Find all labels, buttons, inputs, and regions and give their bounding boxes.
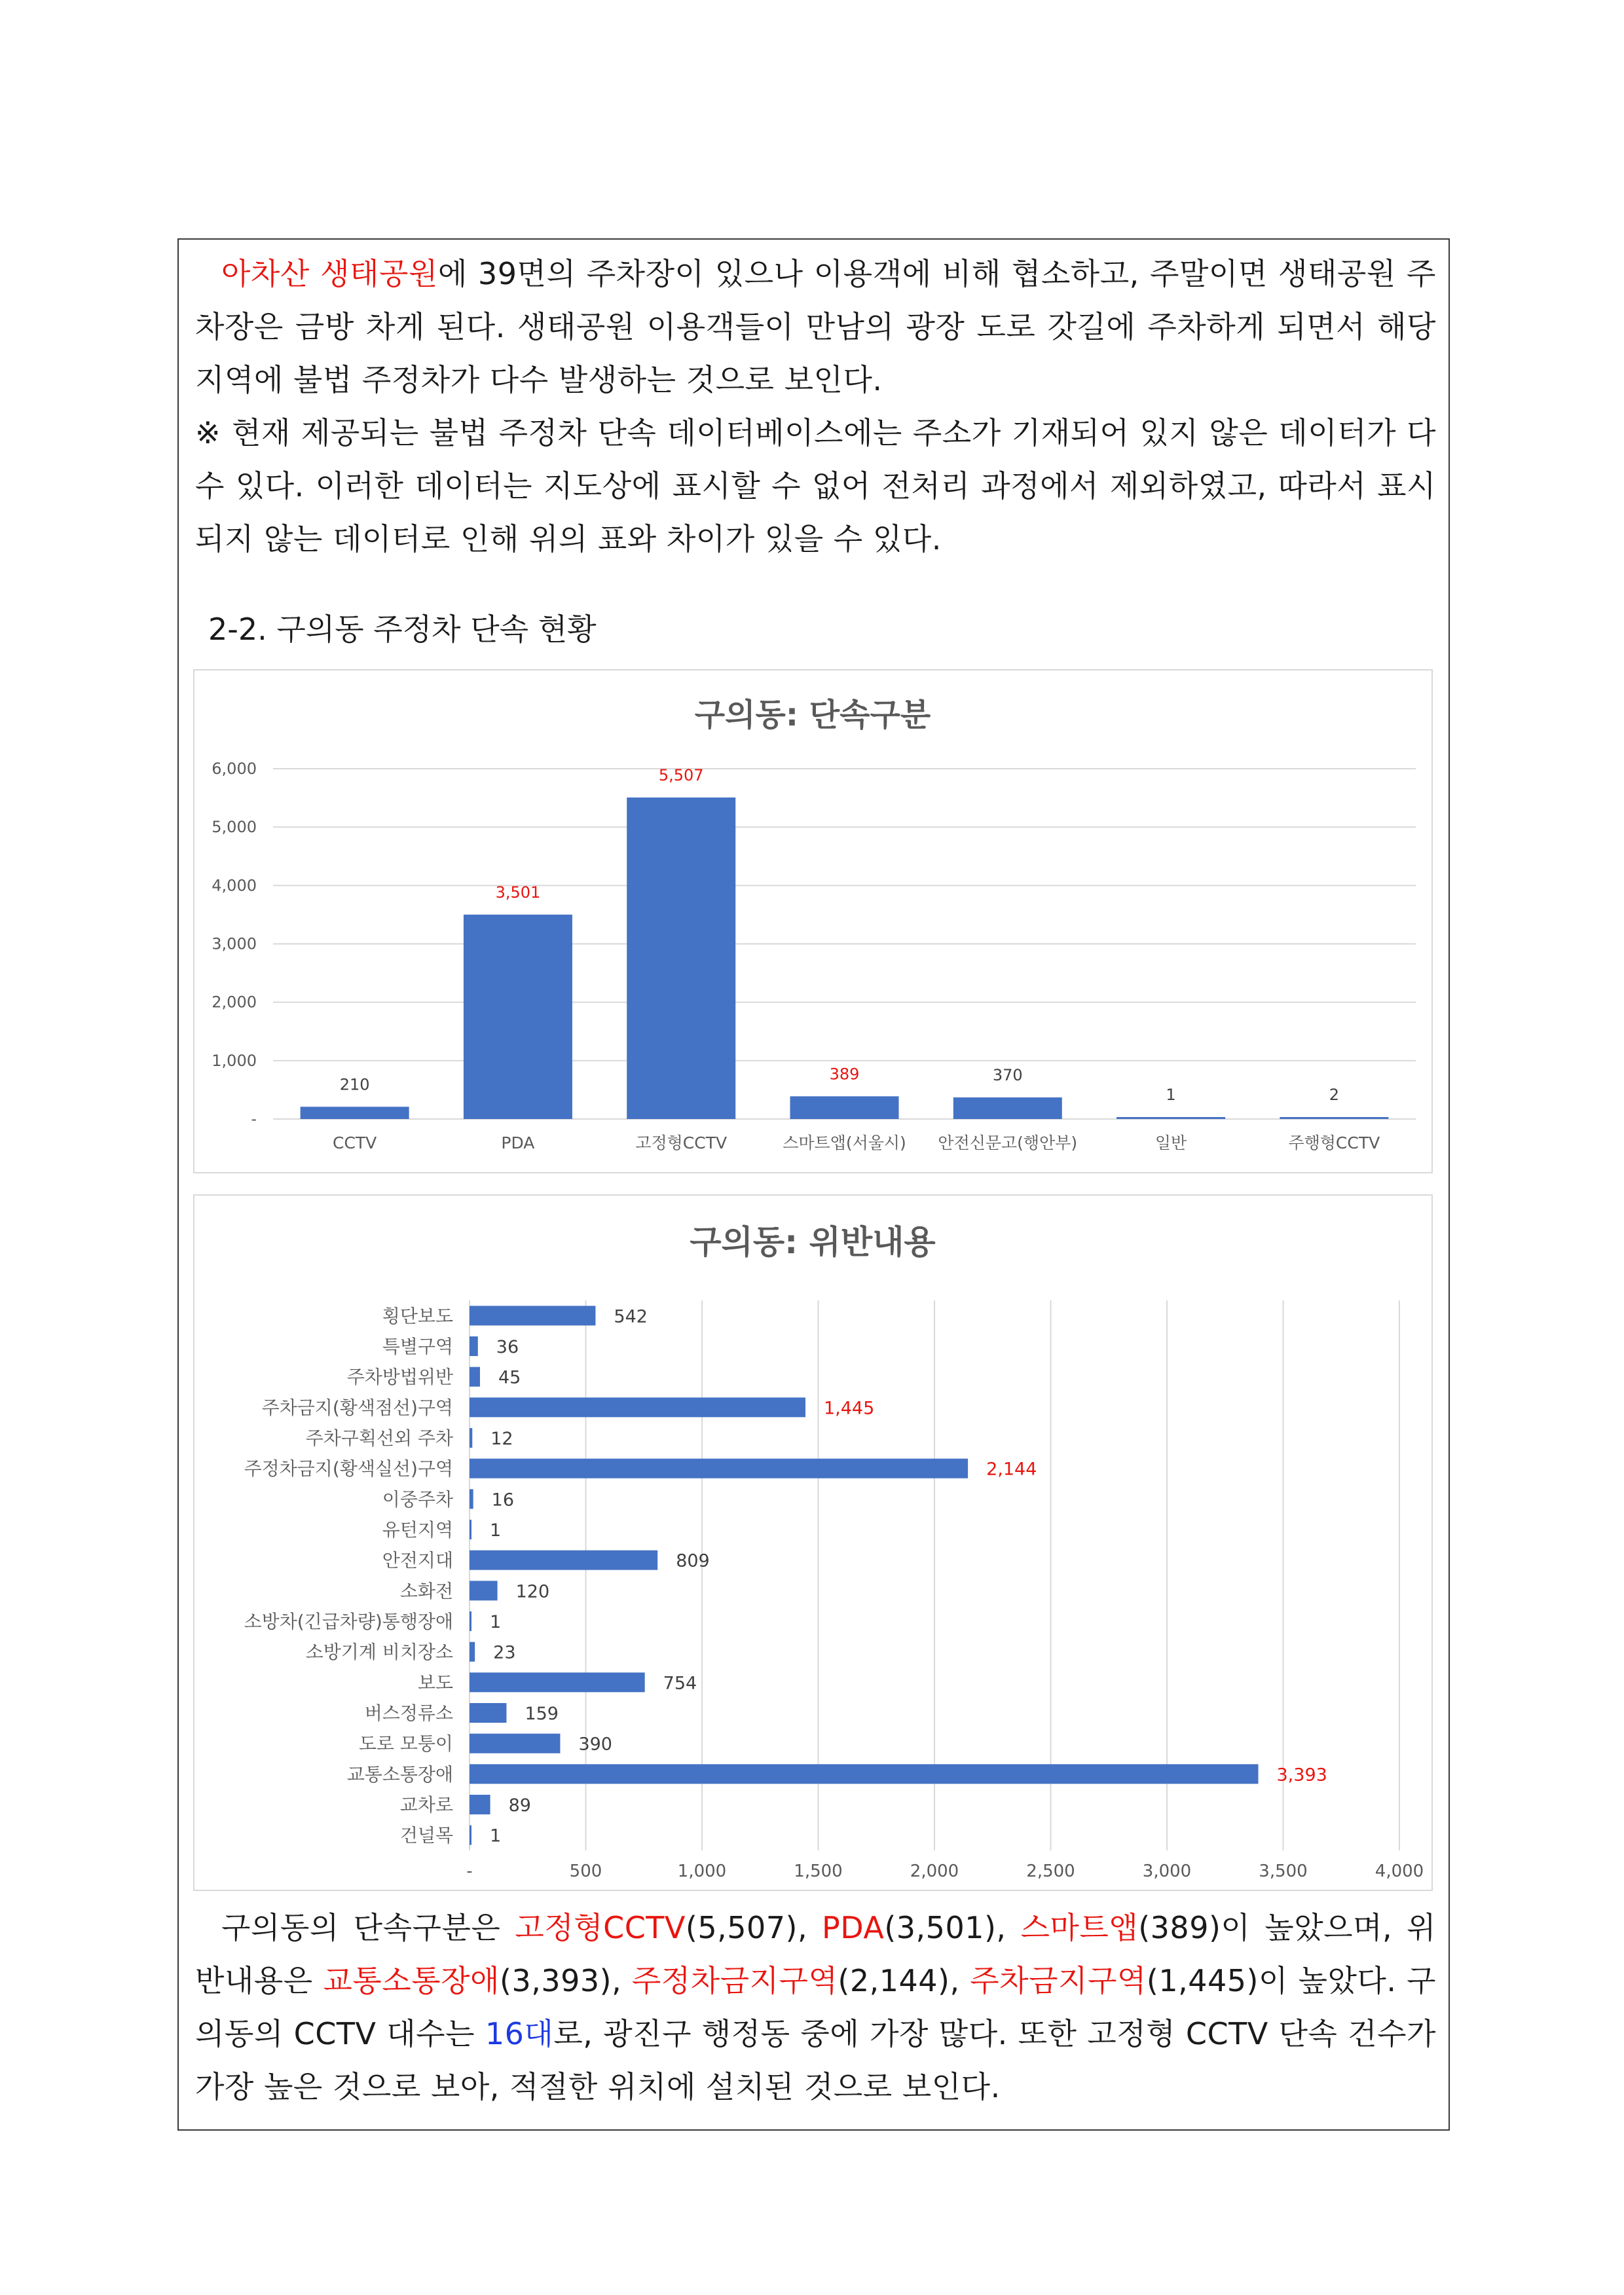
x-tick-label: 2,000 [910, 1862, 959, 1881]
text-segment: 로, 광진구 행정동 중에 가장 많다. 또한 고정형 CCTV 단속 건수가 가장 높은 것으로 보아, 적절한 위치에 설치된 것으로 보인다. [195, 2016, 1436, 2104]
x-category-label: PDA [501, 1133, 535, 1152]
data-label: 1 [1166, 1086, 1176, 1104]
data-label: 754 [663, 1673, 697, 1694]
y-category-label: 소방기계 비치장소 [305, 1641, 453, 1663]
data-label: 370 [992, 1066, 1023, 1085]
intro-paragraph [195, 248, 1436, 407]
text-segment: 구의동의 단속구분은 [221, 1910, 515, 1945]
data-label: 36 [496, 1337, 519, 1357]
x-category-label: CCTV [332, 1133, 377, 1152]
bar [470, 1764, 1259, 1784]
x-tick-label: 3,000 [1142, 1862, 1192, 1881]
data-label: 2 [1329, 1086, 1339, 1104]
data-label: 390 [578, 1734, 612, 1755]
x-category-label: 고정형CCTV [635, 1133, 728, 1152]
conclusion-paragraph [195, 1901, 1436, 2114]
data-label: 5,507 [658, 765, 704, 784]
highlighted-text: 고정형CCTV [515, 1910, 686, 1945]
data-label: 89 [508, 1795, 531, 1816]
y-category-label: 소방차(긴급차량)통행장애 [244, 1611, 453, 1632]
data-label: 3,393 [1276, 1765, 1327, 1786]
bar [470, 1734, 560, 1753]
text-segment: (2,144), [838, 1963, 970, 1998]
data-label: 16 [491, 1490, 515, 1511]
text-segment: (3,393), [500, 1963, 632, 1998]
text-segment: (5,507), [685, 1910, 822, 1945]
bar [470, 1795, 490, 1814]
bar [470, 1428, 472, 1448]
y-tick-label: 6,000 [212, 760, 257, 778]
bar [464, 915, 572, 1119]
data-label: 3,501 [495, 883, 541, 902]
x-tick-label: 500 [569, 1862, 602, 1881]
bar [1116, 1117, 1225, 1119]
y-category-label: 횡단보도 [382, 1305, 453, 1327]
text-segment: 에 39면의 주차장이 있으나 이용객에 비해 협소하고, 주말이면 생태공원 주차장은 금방 차게 된다. 생태공원 이용객들이 만남의 광장 도로 갓길에 주차하게 되면서 해당 지역에 불법 주정차가 다수 발생하는 것으로 보인다. [195, 256, 1436, 397]
y-tick-label: 2,000 [212, 993, 257, 1012]
bar [470, 1611, 471, 1631]
y-category-label: 교통소통장애 [346, 1763, 453, 1786]
bar [470, 1520, 471, 1539]
violation-content-chart [193, 1194, 1433, 1891]
highlighted-text: 교통소통장애 [323, 1963, 500, 1998]
highlighted-text: 아차산 생태공원 [221, 256, 438, 291]
chart-title: 구의동: 단속구분 [694, 697, 931, 733]
data-label: 210 [339, 1075, 370, 1094]
x-tick-label: 2,500 [1026, 1862, 1075, 1881]
y-category-label: 주차금지(황색점선)구역 [261, 1397, 453, 1419]
x-tick-label: 3,500 [1259, 1862, 1308, 1881]
y-category-label: 버스정류소 [364, 1702, 453, 1724]
data-label: 1 [490, 1826, 502, 1846]
data-label: 389 [829, 1065, 860, 1084]
bar [470, 1306, 595, 1325]
y-category-label: 주차구획선외 주차 [305, 1427, 453, 1449]
bar [1280, 1117, 1388, 1119]
bar [470, 1551, 657, 1570]
text-segment: (3,501), [884, 1910, 1021, 1945]
y-tick-label: 1,000 [212, 1051, 257, 1070]
y-category-label: 유턴지역 [382, 1519, 453, 1541]
enforcement-type-chart [193, 669, 1433, 1173]
violation-content-chart-svg [194, 1196, 1431, 1890]
y-category-label: 주정차금지(황색실선)구역 [244, 1458, 453, 1480]
data-label: 120 [515, 1581, 550, 1602]
content-frame [177, 238, 1450, 2131]
bar [627, 798, 735, 1119]
data-label: 23 [493, 1642, 516, 1663]
y-category-label: 건널목 [399, 1824, 453, 1846]
data-label: 1 [490, 1520, 502, 1541]
x-category-label: 주행형CCTV [1288, 1133, 1380, 1152]
y-tick-label: - [251, 1110, 257, 1128]
enforcement-type-chart-svg [194, 670, 1431, 1172]
data-label: 1,445 [823, 1398, 875, 1419]
bar [470, 1459, 968, 1478]
bar [301, 1107, 409, 1119]
y-category-label: 안전지대 [382, 1549, 453, 1571]
bar [470, 1642, 475, 1662]
y-tick-label: 3,000 [212, 934, 257, 953]
data-label: 542 [614, 1306, 648, 1327]
highlighted-text: 스마트앱 [1020, 1910, 1139, 1945]
y-category-label: 보도 [417, 1672, 453, 1694]
bar [790, 1096, 899, 1119]
text-segment: (1,445)이 높았다. 구의동의 CCTV 대수는 [195, 1963, 1437, 2051]
x-tick-label: 1,500 [794, 1862, 843, 1881]
y-category-label: 도로 모퉁이 [358, 1733, 453, 1755]
bar [470, 1367, 480, 1387]
bar [470, 1581, 498, 1600]
section-heading: 2-2. 구의동 주정차 단속 현황 [208, 612, 597, 647]
y-category-label: 교차로 [399, 1794, 453, 1816]
highlighted-text: PDA [822, 1910, 885, 1945]
bar [470, 1826, 471, 1845]
highlighted-text: 16대 [485, 2016, 554, 2051]
x-tick-label: 4,000 [1375, 1862, 1424, 1881]
bar [470, 1489, 473, 1509]
y-category-label: 소화전 [399, 1580, 453, 1602]
x-tick-label: - [466, 1862, 473, 1881]
x-category-label: 일반 [1154, 1133, 1187, 1152]
data-label: 45 [498, 1367, 521, 1388]
y-category-label: 이중주차 [382, 1488, 453, 1511]
chart-title: 구의동: 위반내용 [690, 1223, 936, 1261]
highlighted-text: 주차금지구역 [970, 1963, 1147, 1998]
data-label: 2,144 [986, 1459, 1037, 1480]
data-label: 12 [490, 1429, 513, 1449]
y-category-label: 특별구역 [382, 1336, 453, 1357]
bar [953, 1097, 1062, 1119]
note-paragraph: ※ 현재 제공되는 불법 주정차 단속 데이터베이스에는 주소가 기재되어 있지 않은 데이터가 다수 있다. 이러한 데이터는 지도상에 표시할 수 없어 전처리 과정에서 제외하였고, 따라서 표시되지 않는 데이터로 인해 위의 표와 차이가 있을 수 있다. [195, 415, 1436, 557]
x-tick-label: 1,000 [677, 1862, 727, 1881]
data-label: 159 [525, 1704, 559, 1724]
x-category-label: 스마트앱(서울시) [783, 1133, 906, 1152]
text-segment: (389)이 높았으며, 위반내용은 [195, 1910, 1436, 1998]
x-category-label: 안전신문고(행안부) [938, 1133, 1078, 1152]
highlighted-text: 주정차금지구역 [631, 1963, 838, 1998]
y-tick-label: 4,000 [212, 876, 257, 895]
bar [470, 1336, 478, 1356]
bar [470, 1397, 805, 1417]
y-tick-label: 5,000 [212, 818, 257, 837]
bar [470, 1703, 506, 1723]
data-label: 1 [490, 1612, 502, 1632]
bar [470, 1672, 645, 1692]
data-label: 809 [676, 1551, 710, 1571]
y-category-label: 주차방법위반 [346, 1366, 453, 1388]
